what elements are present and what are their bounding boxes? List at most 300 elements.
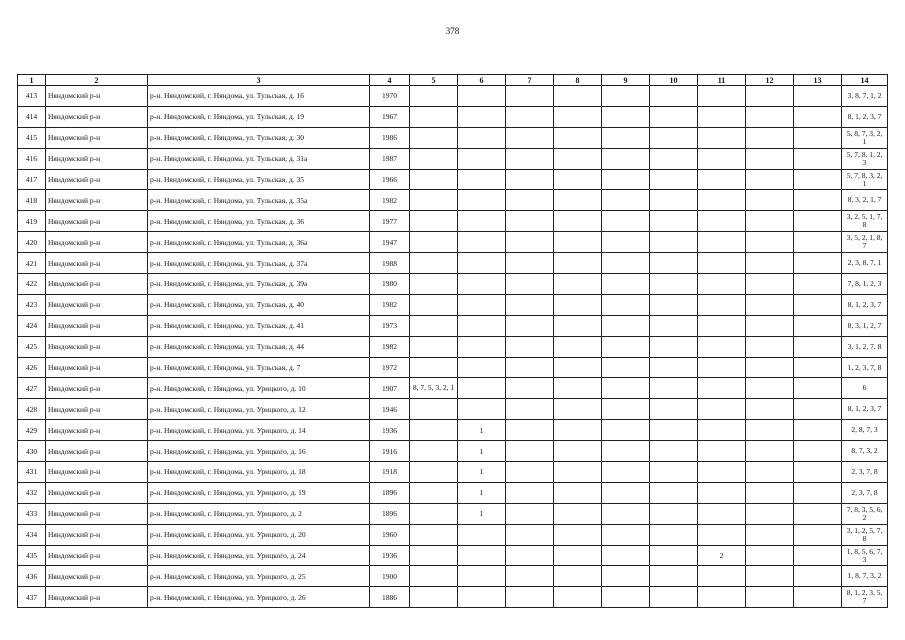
col11-cell bbox=[698, 274, 746, 295]
col13-cell bbox=[794, 294, 842, 315]
col10-cell bbox=[650, 462, 698, 483]
col14-cell: 8, 3, 2, 1, 7 bbox=[842, 190, 888, 211]
col6-cell bbox=[458, 148, 506, 169]
col7-cell bbox=[506, 399, 554, 420]
col14-cell: 8, 1, 2, 3, 7 bbox=[842, 106, 888, 127]
col11-cell bbox=[698, 524, 746, 545]
registry-table bbox=[17, 74, 888, 608]
col7-cell bbox=[506, 86, 554, 107]
col9-cell bbox=[602, 524, 650, 545]
col14-cell: 3, 1, 2, 7, 8 bbox=[842, 336, 888, 357]
col11-cell bbox=[698, 378, 746, 399]
col10-cell bbox=[650, 211, 698, 232]
col6-cell bbox=[458, 106, 506, 127]
year-cell: 1946 bbox=[370, 399, 410, 420]
col12-cell bbox=[746, 336, 794, 357]
column-header: 12 bbox=[746, 75, 794, 86]
district-cell: Няндомский р-н bbox=[46, 127, 148, 148]
year-cell: 1966 bbox=[370, 169, 410, 190]
col8-cell bbox=[554, 482, 602, 503]
table-row bbox=[18, 294, 888, 315]
row-number-cell: 424 bbox=[18, 315, 46, 336]
col5-cell bbox=[410, 294, 458, 315]
col10-cell bbox=[650, 566, 698, 587]
col12-cell bbox=[746, 148, 794, 169]
col9-cell bbox=[602, 315, 650, 336]
col10-cell bbox=[650, 274, 698, 295]
district-cell: Няндомский р-н bbox=[46, 566, 148, 587]
address-cell: р-н. Няндомский, г. Няндома, ул. Урицкого, д. 19 bbox=[148, 482, 370, 503]
page-number: 378 bbox=[445, 26, 460, 36]
row-number-cell: 415 bbox=[18, 127, 46, 148]
col9-cell bbox=[602, 441, 650, 462]
col6-cell: 1 bbox=[458, 441, 506, 462]
col9-cell bbox=[602, 336, 650, 357]
table-row bbox=[18, 357, 888, 378]
col5-cell bbox=[410, 587, 458, 608]
row-number-cell: 431 bbox=[18, 462, 46, 483]
col10-cell bbox=[650, 441, 698, 462]
col13-cell bbox=[794, 274, 842, 295]
col13-cell bbox=[794, 211, 842, 232]
row-number-cell: 413 bbox=[18, 86, 46, 107]
col9-cell bbox=[602, 106, 650, 127]
table-row bbox=[18, 106, 888, 127]
col10-cell bbox=[650, 587, 698, 608]
col5-cell bbox=[410, 545, 458, 566]
col9-cell bbox=[602, 232, 650, 253]
col10-cell bbox=[650, 86, 698, 107]
district-cell: Няндомский р-н bbox=[46, 441, 148, 462]
table-row bbox=[18, 86, 888, 107]
col7-cell bbox=[506, 274, 554, 295]
col5-cell bbox=[410, 190, 458, 211]
col12-cell bbox=[746, 86, 794, 107]
col13-cell bbox=[794, 190, 842, 211]
row-number-cell: 434 bbox=[18, 524, 46, 545]
col5-cell: 8, 7, 5, 3, 2, 1 bbox=[410, 378, 458, 399]
column-header: 10 bbox=[650, 75, 698, 86]
col14-cell: 5, 7, 8, 1, 2, 3 bbox=[842, 148, 888, 169]
col5-cell bbox=[410, 462, 458, 483]
table-row bbox=[18, 190, 888, 211]
col5-cell bbox=[410, 482, 458, 503]
col6-cell bbox=[458, 190, 506, 211]
table-row bbox=[18, 462, 888, 483]
col14-cell: 3, 1, 2, 5, 7, 8 bbox=[842, 524, 888, 545]
col6-cell bbox=[458, 86, 506, 107]
table-row bbox=[18, 587, 888, 608]
col9-cell bbox=[602, 127, 650, 148]
column-header: 6 bbox=[458, 75, 506, 86]
col11-cell bbox=[698, 462, 746, 483]
year-cell: 1967 bbox=[370, 106, 410, 127]
col10-cell bbox=[650, 148, 698, 169]
address-cell: р-н. Няндомский, г. Няндома, ул. Тульская, д. 31а bbox=[148, 148, 370, 169]
col7-cell bbox=[506, 106, 554, 127]
col6-cell bbox=[458, 315, 506, 336]
col6-cell bbox=[458, 274, 506, 295]
col11-cell bbox=[698, 503, 746, 524]
col10-cell bbox=[650, 545, 698, 566]
col14-cell: 8, 1, 2, 3, 5, 7 bbox=[842, 587, 888, 608]
col10-cell bbox=[650, 524, 698, 545]
col13-cell bbox=[794, 420, 842, 441]
col14-cell: 1, 8, 7, 3, 2 bbox=[842, 566, 888, 587]
col9-cell bbox=[602, 587, 650, 608]
district-cell: Няндомский р-н bbox=[46, 524, 148, 545]
district-cell: Няндомский р-н bbox=[46, 211, 148, 232]
column-header: 2 bbox=[46, 75, 148, 86]
address-cell: р-н. Няндомский, г. Няндома, ул. Тульская, д. 16 bbox=[148, 86, 370, 107]
col8-cell bbox=[554, 86, 602, 107]
row-number-cell: 420 bbox=[18, 232, 46, 253]
col13-cell bbox=[794, 399, 842, 420]
district-cell: Няндомский р-н bbox=[46, 545, 148, 566]
col14-cell: 8, 7, 3, 2 bbox=[842, 441, 888, 462]
col11-cell bbox=[698, 420, 746, 441]
col7-cell bbox=[506, 503, 554, 524]
table-body bbox=[18, 86, 888, 608]
column-header: 9 bbox=[602, 75, 650, 86]
col12-cell bbox=[746, 315, 794, 336]
col14-cell: 1, 8, 5, 6, 7, 3 bbox=[842, 545, 888, 566]
col7-cell bbox=[506, 378, 554, 399]
col10-cell bbox=[650, 232, 698, 253]
col5-cell bbox=[410, 399, 458, 420]
col12-cell bbox=[746, 169, 794, 190]
col13-cell bbox=[794, 545, 842, 566]
col8-cell bbox=[554, 462, 602, 483]
address-cell: р-н. Няндомский, г. Няндома, ул. Тульская, д. 41 bbox=[148, 315, 370, 336]
col10-cell bbox=[650, 294, 698, 315]
col10-cell bbox=[650, 503, 698, 524]
column-header: 3 bbox=[148, 75, 370, 86]
col5-cell bbox=[410, 420, 458, 441]
col11-cell bbox=[698, 587, 746, 608]
col5-cell bbox=[410, 524, 458, 545]
col9-cell bbox=[602, 190, 650, 211]
col11-cell bbox=[698, 357, 746, 378]
col8-cell bbox=[554, 211, 602, 232]
col8-cell bbox=[554, 587, 602, 608]
col10-cell bbox=[650, 315, 698, 336]
col10-cell bbox=[650, 190, 698, 211]
year-cell: 1936 bbox=[370, 420, 410, 441]
col6-cell bbox=[458, 378, 506, 399]
col9-cell bbox=[602, 545, 650, 566]
col8-cell bbox=[554, 357, 602, 378]
col14-cell: 5, 8, 7, 3, 2, 1 bbox=[842, 127, 888, 148]
col10-cell bbox=[650, 127, 698, 148]
table-row bbox=[18, 253, 888, 274]
table-row bbox=[18, 232, 888, 253]
address-cell: р-н. Няндомский, г. Няндома, ул. Урицкого, д. 24 bbox=[148, 545, 370, 566]
table-row bbox=[18, 148, 888, 169]
col5-cell bbox=[410, 357, 458, 378]
col12-cell bbox=[746, 482, 794, 503]
col14-cell: 1, 2, 3, 7, 8 bbox=[842, 357, 888, 378]
col9-cell bbox=[602, 482, 650, 503]
col12-cell bbox=[746, 190, 794, 211]
col8-cell bbox=[554, 232, 602, 253]
row-number-cell: 414 bbox=[18, 106, 46, 127]
table-row bbox=[18, 441, 888, 462]
col12-cell bbox=[746, 253, 794, 274]
col13-cell bbox=[794, 503, 842, 524]
row-number-cell: 421 bbox=[18, 253, 46, 274]
col5-cell bbox=[410, 315, 458, 336]
row-number-cell: 430 bbox=[18, 441, 46, 462]
col12-cell bbox=[746, 294, 794, 315]
row-number-cell: 429 bbox=[18, 420, 46, 441]
district-cell: Няндомский р-н bbox=[46, 336, 148, 357]
column-header: 13 bbox=[794, 75, 842, 86]
col5-cell bbox=[410, 566, 458, 587]
col13-cell bbox=[794, 315, 842, 336]
col14-cell: 3, 8, 7, 1, 2 bbox=[842, 86, 888, 107]
address-cell: р-н. Няндомский, г. Няндома, ул. Урицкого, д. 20 bbox=[148, 524, 370, 545]
row-number-cell: 437 bbox=[18, 587, 46, 608]
col7-cell bbox=[506, 420, 554, 441]
col9-cell bbox=[602, 357, 650, 378]
col6-cell bbox=[458, 336, 506, 357]
col8-cell bbox=[554, 127, 602, 148]
col11-cell bbox=[698, 336, 746, 357]
col5-cell bbox=[410, 441, 458, 462]
address-cell: р-н. Няндомский, г. Няндома, ул. Тульская, д. 44 bbox=[148, 336, 370, 357]
col9-cell bbox=[602, 86, 650, 107]
col10-cell bbox=[650, 420, 698, 441]
row-number-cell: 416 bbox=[18, 148, 46, 169]
district-cell: Няндомский р-н bbox=[46, 294, 148, 315]
col11-cell bbox=[698, 169, 746, 190]
col8-cell bbox=[554, 566, 602, 587]
address-cell: р-н. Няндомский, г. Няндома, ул. Урицкого, д. 25 bbox=[148, 566, 370, 587]
column-header: 14 bbox=[842, 75, 888, 86]
col11-cell bbox=[698, 148, 746, 169]
address-cell: р-н. Няндомский, г. Няндома, ул. Урицкого, д. 2 bbox=[148, 503, 370, 524]
col6-cell: 1 bbox=[458, 420, 506, 441]
col6-cell bbox=[458, 399, 506, 420]
col5-cell bbox=[410, 232, 458, 253]
col8-cell bbox=[554, 148, 602, 169]
column-header: 11 bbox=[698, 75, 746, 86]
col8-cell bbox=[554, 106, 602, 127]
col5-cell bbox=[410, 503, 458, 524]
col14-cell: 2, 8, 7, 3 bbox=[842, 420, 888, 441]
col11-cell bbox=[698, 211, 746, 232]
district-cell: Няндомский р-н bbox=[46, 378, 148, 399]
col6-cell bbox=[458, 566, 506, 587]
col7-cell bbox=[506, 462, 554, 483]
col10-cell bbox=[650, 357, 698, 378]
col8-cell bbox=[554, 441, 602, 462]
col14-cell: 5, 7, 8, 3, 2, 1 bbox=[842, 169, 888, 190]
col5-cell bbox=[410, 169, 458, 190]
col14-cell: 8, 1, 2, 3, 7 bbox=[842, 294, 888, 315]
district-cell: Няндомский р-н bbox=[46, 148, 148, 169]
address-cell: р-н. Няндомский, г. Няндома, ул. Тульская, д. 36а bbox=[148, 232, 370, 253]
col9-cell bbox=[602, 211, 650, 232]
col7-cell bbox=[506, 253, 554, 274]
col14-cell: 2, 3, 7, 8 bbox=[842, 462, 888, 483]
district-cell: Няндомский р-н bbox=[46, 274, 148, 295]
col5-cell bbox=[410, 336, 458, 357]
col6-cell bbox=[458, 169, 506, 190]
col5-cell bbox=[410, 211, 458, 232]
col5-cell bbox=[410, 148, 458, 169]
col7-cell bbox=[506, 587, 554, 608]
year-cell: 1982 bbox=[370, 336, 410, 357]
col8-cell bbox=[554, 503, 602, 524]
col10-cell bbox=[650, 169, 698, 190]
year-cell: 1896 bbox=[370, 503, 410, 524]
row-number-cell: 428 bbox=[18, 399, 46, 420]
district-cell: Няндомский р-н bbox=[46, 315, 148, 336]
col6-cell bbox=[458, 545, 506, 566]
table-row bbox=[18, 315, 888, 336]
col11-cell bbox=[698, 441, 746, 462]
col7-cell bbox=[506, 169, 554, 190]
col12-cell bbox=[746, 399, 794, 420]
col7-cell bbox=[506, 482, 554, 503]
table-row bbox=[18, 378, 888, 399]
col13-cell bbox=[794, 482, 842, 503]
column-header: 1 bbox=[18, 75, 46, 86]
table-row bbox=[18, 566, 888, 587]
table-row bbox=[18, 420, 888, 441]
col14-cell: 3, 5, 2, 1, 8, 7 bbox=[842, 232, 888, 253]
col8-cell bbox=[554, 274, 602, 295]
col5-cell bbox=[410, 253, 458, 274]
address-cell: р-н. Няндомский, г. Няндома, ул. Урицкого, д. 16 bbox=[148, 441, 370, 462]
address-cell: р-н. Няндомский, г. Няндома, ул. Тульская, д. 40 bbox=[148, 294, 370, 315]
table-row bbox=[18, 274, 888, 295]
column-header: 5 bbox=[410, 75, 458, 86]
col13-cell bbox=[794, 441, 842, 462]
col11-cell bbox=[698, 253, 746, 274]
col14-cell: 7, 8, 1, 2, 3 bbox=[842, 274, 888, 295]
col13-cell bbox=[794, 566, 842, 587]
col8-cell bbox=[554, 294, 602, 315]
year-cell: 1986 bbox=[370, 127, 410, 148]
col12-cell bbox=[746, 420, 794, 441]
col12-cell bbox=[746, 357, 794, 378]
district-cell: Няндомский р-н bbox=[46, 106, 148, 127]
col11-cell bbox=[698, 566, 746, 587]
col14-cell: 2, 3, 8, 7, 1 bbox=[842, 253, 888, 274]
row-number-cell: 422 bbox=[18, 274, 46, 295]
col6-cell bbox=[458, 253, 506, 274]
column-header: 8 bbox=[554, 75, 602, 86]
col8-cell bbox=[554, 169, 602, 190]
year-cell: 1987 bbox=[370, 148, 410, 169]
col6-cell bbox=[458, 294, 506, 315]
col8-cell bbox=[554, 399, 602, 420]
district-cell: Няндомский р-н bbox=[46, 232, 148, 253]
col7-cell bbox=[506, 524, 554, 545]
col6-cell bbox=[458, 357, 506, 378]
row-number-cell: 418 bbox=[18, 190, 46, 211]
col11-cell bbox=[698, 315, 746, 336]
row-number-cell: 419 bbox=[18, 211, 46, 232]
col12-cell bbox=[746, 524, 794, 545]
row-number-cell: 426 bbox=[18, 357, 46, 378]
district-cell: Няндомский р-н bbox=[46, 587, 148, 608]
district-cell: Няндомский р-н bbox=[46, 482, 148, 503]
col8-cell bbox=[554, 378, 602, 399]
year-cell: 1918 bbox=[370, 462, 410, 483]
col6-cell bbox=[458, 211, 506, 232]
col11-cell bbox=[698, 86, 746, 107]
col9-cell bbox=[602, 462, 650, 483]
col12-cell bbox=[746, 441, 794, 462]
address-cell: р-н. Няндомский, г. Няндома, ул. Тульская, д. 19 bbox=[148, 106, 370, 127]
district-cell: Няндомский р-н bbox=[46, 86, 148, 107]
col9-cell bbox=[602, 294, 650, 315]
col12-cell bbox=[746, 378, 794, 399]
col12-cell bbox=[746, 462, 794, 483]
col13-cell bbox=[794, 127, 842, 148]
col13-cell bbox=[794, 378, 842, 399]
col8-cell bbox=[554, 524, 602, 545]
column-header: 7 bbox=[506, 75, 554, 86]
address-cell: р-н. Няндомский, г. Няндома, ул. Урицкого, д. 26 bbox=[148, 587, 370, 608]
year-cell: 1973 bbox=[370, 315, 410, 336]
col14-cell: 3, 2, 5, 1, 7, 8 bbox=[842, 211, 888, 232]
year-cell: 1907 bbox=[370, 378, 410, 399]
col11-cell bbox=[698, 232, 746, 253]
col13-cell bbox=[794, 253, 842, 274]
address-cell: р-н. Няндомский, г. Няндома, ул. Тульская, д. 35 bbox=[148, 169, 370, 190]
year-cell: 1896 bbox=[370, 482, 410, 503]
col13-cell bbox=[794, 86, 842, 107]
col6-cell: 1 bbox=[458, 482, 506, 503]
col7-cell bbox=[506, 336, 554, 357]
year-cell: 1916 bbox=[370, 441, 410, 462]
year-cell: 1900 bbox=[370, 566, 410, 587]
col9-cell bbox=[602, 169, 650, 190]
row-number-cell: 427 bbox=[18, 378, 46, 399]
year-cell: 1970 bbox=[370, 86, 410, 107]
district-cell: Няндомский р-н bbox=[46, 357, 148, 378]
address-cell: р-н. Няндомский, г. Няндома, ул. Тульская, д. 39а bbox=[148, 274, 370, 295]
year-cell: 1977 bbox=[370, 211, 410, 232]
col14-cell: 6 bbox=[842, 378, 888, 399]
address-cell: р-н. Няндомский, г. Няндома, ул. Тульская, д. 30 bbox=[148, 127, 370, 148]
col7-cell bbox=[506, 211, 554, 232]
col5-cell bbox=[410, 127, 458, 148]
year-cell: 1982 bbox=[370, 190, 410, 211]
col8-cell bbox=[554, 420, 602, 441]
col14-cell: 8, 1, 2, 3, 7 bbox=[842, 399, 888, 420]
table-row bbox=[18, 503, 888, 524]
col5-cell bbox=[410, 86, 458, 107]
col8-cell bbox=[554, 190, 602, 211]
year-cell: 1960 bbox=[370, 524, 410, 545]
district-cell: Няндомский р-н bbox=[46, 253, 148, 274]
year-cell: 1982 bbox=[370, 294, 410, 315]
col11-cell bbox=[698, 482, 746, 503]
col13-cell bbox=[794, 524, 842, 545]
col9-cell bbox=[602, 420, 650, 441]
address-cell: р-н. Няндомский, г. Няндома, ул. Тульская, д. 36 bbox=[148, 211, 370, 232]
col7-cell bbox=[506, 545, 554, 566]
col5-cell bbox=[410, 274, 458, 295]
district-cell: Няндомский р-н bbox=[46, 420, 148, 441]
col11-cell bbox=[698, 190, 746, 211]
